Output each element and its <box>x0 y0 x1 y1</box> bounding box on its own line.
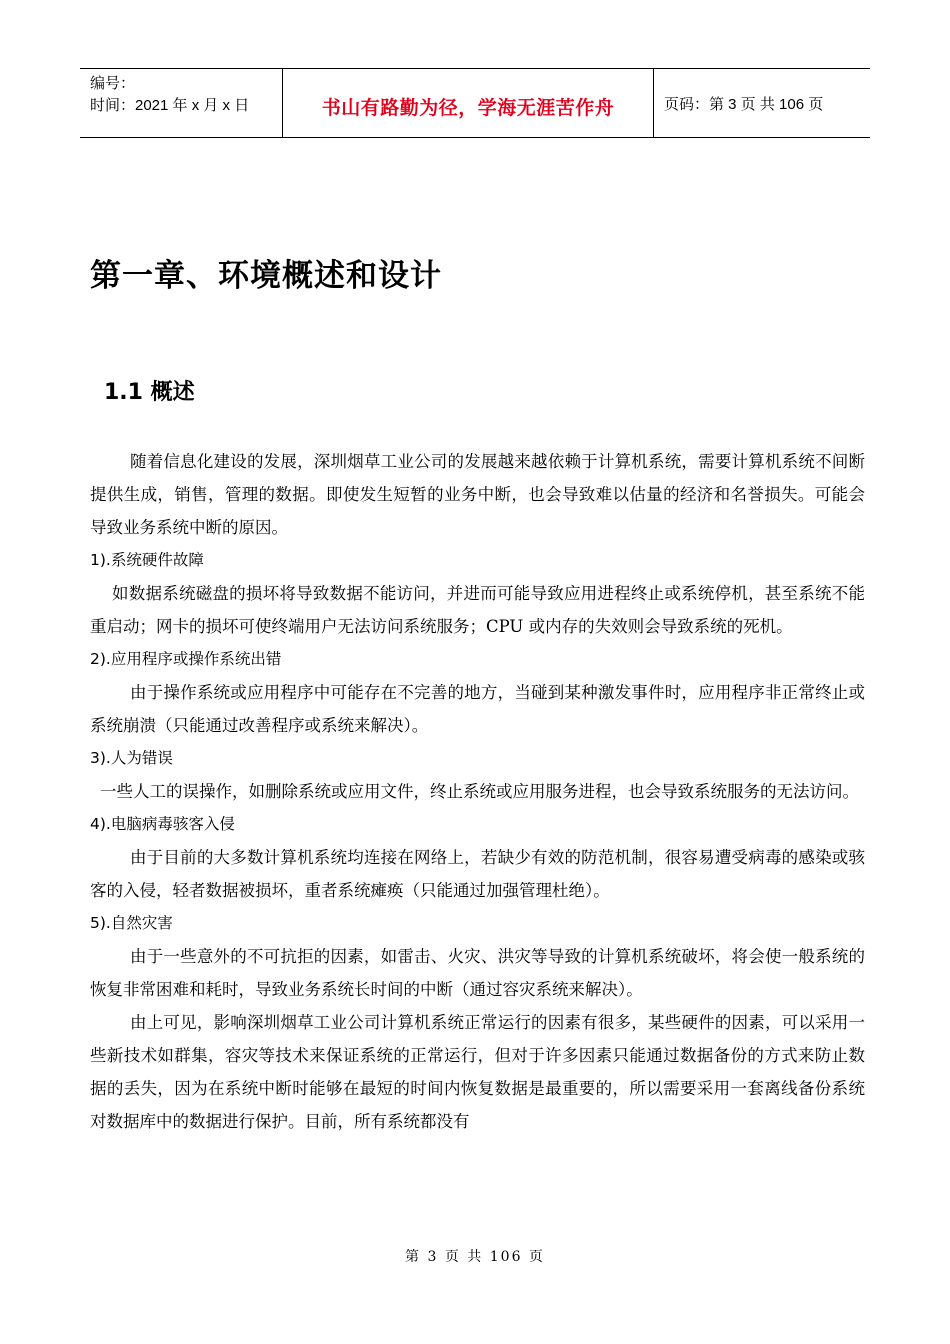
item-heading-1: 1).系统硬件故障 <box>90 551 204 569</box>
item-heading-3: 3).人为错误 <box>90 749 173 767</box>
item-heading-5: 5).自然灾害 <box>90 914 173 932</box>
paragraph-human-error: 一些人工的误操作，如删除系统或应用文件，终止系统或应用服务进程，也会导致系统服务的无法访问。 <box>100 782 859 801</box>
header-motto: 书山有路勤为径，学海无涯苦作舟 <box>321 96 615 119</box>
paragraph-virus: 由于目前的大多数计算机系统均连接在网络上，若缺少有效的防范机制，很容易遭受病毒的感染或骇客的入侵，轻者数据被损坏，重者系统瘫痪（只能通过加强管理杜绝）。 <box>90 848 865 900</box>
paragraph-software: 由于操作系统或应用程序中可能存在不完善的地方，当碰到某种激发事件时，应用程序非正常终止或系统崩溃（只能通过改善程序或系统来解决）。 <box>90 683 865 735</box>
header-motto-cell <box>282 69 654 137</box>
header-page-cell <box>654 69 870 137</box>
paragraph-summary: 由上可见，影响深圳烟草工业公司计算机系统正常运行的因素有很多，某些硬件的因素，可以采用一些新技术如群集，容灾等技术来保证系统的正常运行，但对于许多因素只能通过数据备份的方式来防止数据的丢失，因为在系统中断时能够在最短的时间内恢复数据是最重要的，所以需要采用一套离线备份系统对数据库中的数据进行保护。目前，所有系统都没有 <box>90 1013 865 1131</box>
page-footer: 第 3 页 共 106 页 <box>405 1249 545 1265</box>
paragraph-intro: 随着信息化建设的发展，深圳烟草工业公司的发展越来越依赖于计算机系统，需要计算机系统不间断提供生成，销售，管理的数据。即使发生短暂的业务中断，也会导致难以估量的经济和名誉损失。可能会导致业务系统中断的原因。 <box>90 452 865 537</box>
item-heading-2: 2).应用程序或操作系统出错 <box>90 650 282 668</box>
header-left-cell <box>80 69 282 137</box>
document-date: 时间：2021 年 x 月 x 日 <box>90 97 250 114</box>
item-heading-4: 4).电脑病毒骇客入侵 <box>90 815 235 833</box>
paragraph-disaster: 由于一些意外的不可抗拒的因素，如雷击、火灾、洪灾等导致的计算机系统破坏，将会使一般系统的恢复非常困难和耗时，导致业务系统长时间的中断（通过容灾系统来解决）。 <box>90 947 865 999</box>
chapter-title: 第一章、环境概述和设计 <box>90 258 442 294</box>
document-number-label: 编号： <box>90 75 136 92</box>
section-title: 1.1 概述 <box>104 380 195 405</box>
body-text <box>90 445 865 1138</box>
paragraph-hardware: 如数据系统磁盘的损坏将导致数据不能访问，并进而可能导致应用进程终止或系统停机，甚至系统不能重启动；网卡的损坏可使终端用户无法访问系统服务；CPU 或内存的失效则会导致系统的死机。 <box>90 584 865 636</box>
header-page-code: 页码：第 3 页 共 106 页 <box>664 95 824 113</box>
page-header <box>80 68 870 138</box>
